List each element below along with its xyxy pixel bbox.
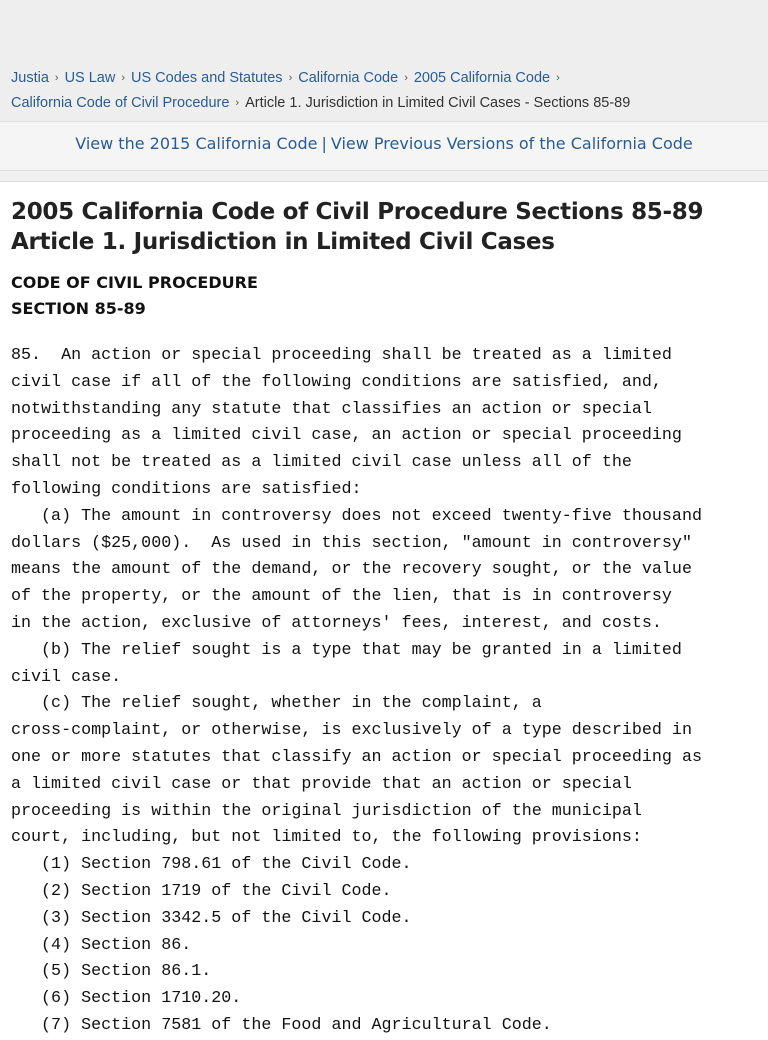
versions-divider: | (321, 134, 327, 153)
statute-line: dollars ($25,000). As used in this section, "amount in controversy" (11, 533, 692, 553)
breadcrumb-link-us-law[interactable]: US Law (64, 70, 116, 86)
section-range: SECTION 85-89 (11, 299, 146, 318)
statute-line: a limited civil case or that provide that an action or special (11, 774, 632, 794)
page-title: 2005 California Code of Civil Procedure Sections 85-89 Article 1. Jurisdiction in Limited Civil Cases (11, 199, 704, 255)
statute-line: (c) The relief sought, whether in the complaint, a (11, 694, 542, 714)
breadcrumb-separator-icon: › (404, 72, 408, 84)
code-heading (11, 270, 258, 322)
breadcrumb-link-california-code[interactable]: California Code (298, 70, 399, 86)
statute-line: (5) Section 86.1. (11, 962, 212, 982)
statute-line: notwithstanding any statute that classifies an action or special (11, 399, 652, 419)
breadcrumb-current: Article 1. Jurisdiction in Limited Civil Cases - Sections 85-89 (245, 95, 631, 111)
breadcrumb-separator-icon: › (556, 72, 560, 84)
statute-line: (1) Section 798.61 of the Civil Code. (11, 855, 412, 875)
statute-line: of the property, or the amount of the lien, that is in controversy (11, 587, 672, 607)
view-2015-code-link[interactable]: View the 2015 California Code (75, 134, 318, 153)
statute-line: in the action, exclusive of attorneys' fees, interest, and costs. (11, 613, 662, 633)
statute-line: shall not be treated as a limited civil case unless all of the (11, 453, 632, 473)
statute-line: (3) Section 3342.5 of the Civil Code. (11, 908, 412, 928)
breadcrumb-link-civil-procedure[interactable]: California Code of Civil Procedure (11, 95, 230, 111)
code-name: CODE OF CIVIL PROCEDURE (11, 273, 258, 292)
versions-bar (0, 121, 768, 171)
statute-line: civil case if all of the following conditions are satisfied, and, (11, 372, 662, 392)
breadcrumb (11, 66, 761, 116)
breadcrumb-separator-icon: › (288, 72, 293, 84)
breadcrumb-link-2005-california-code[interactable]: 2005 California Code (413, 70, 551, 86)
statute-line: (4) Section 86. (11, 935, 192, 955)
statute-text (11, 343, 761, 1040)
header-divider (0, 171, 768, 182)
statute-line: cross-complaint, or otherwise, is exclusively of a type described in (11, 721, 692, 741)
statute-line: (a) The amount in controversy does not exceed twenty-five thousand (11, 506, 702, 526)
statute-line: (7) Section 7581 of the Food and Agricultural Code. (11, 1015, 552, 1035)
statute-line: proceeding as a limited civil case, an action or special proceeding (11, 426, 682, 446)
statute-line: one or more statutes that classify an action or special proceeding as (11, 747, 702, 767)
statute-line: following conditions are satisfied: (11, 479, 362, 499)
statute-line: civil case. (11, 667, 122, 687)
statute-line: (6) Section 1710.20. (11, 989, 242, 1009)
statute-line: (2) Section 1719 of the Civil Code. (11, 881, 392, 901)
breadcrumb-separator-icon: › (54, 72, 59, 84)
statute-line: (b) The relief sought is a type that may be granted in a limited (11, 640, 682, 660)
statute-line: proceeding is within the original jurisdiction of the municipal (11, 801, 642, 821)
statute-line: means the amount of the demand, or the recovery sought, or the value (11, 560, 692, 580)
statute-line: court, including, but not limited to, the following provisions: (11, 828, 642, 848)
breadcrumb-link-justia[interactable]: Justia (11, 70, 49, 86)
statute-line: 85. An action or special proceeding shall be treated as a limited (11, 346, 672, 365)
breadcrumb-separator-icon: › (121, 72, 126, 84)
breadcrumb-separator-icon: › (235, 97, 240, 109)
breadcrumb-link-us-codes[interactable]: US Codes and Statutes (131, 70, 283, 86)
view-previous-versions-link[interactable]: View Previous Versions of the California Code (330, 134, 693, 153)
